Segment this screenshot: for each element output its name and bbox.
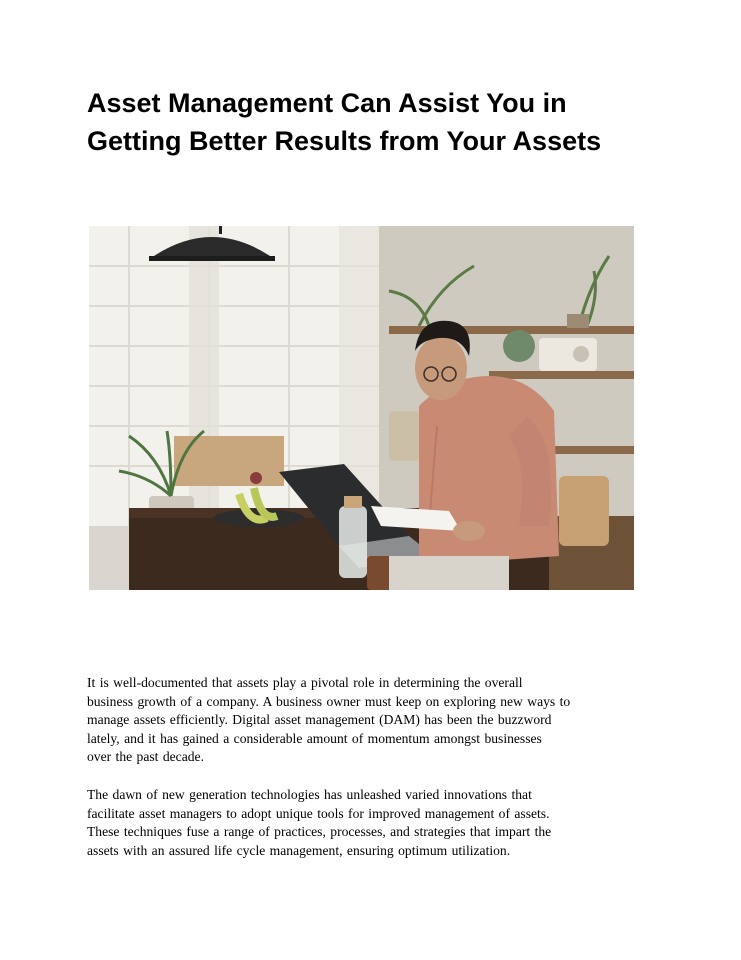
paragraph-line: over the past decade. [87, 749, 204, 764]
paragraph-line: business growth of a company. A business owner must keep on exploring new ways to [87, 693, 571, 709]
article-photo [89, 226, 634, 590]
body-paragraph [87, 786, 657, 860]
paragraph-line: lately, and it has gained a considerable amount of momentum amongst businesses [87, 730, 542, 746]
paragraph-line: manage assets efficiently. Digital asset management (DAM) has been the buzzword [87, 712, 552, 727]
title-line: Getting Better Results from Your Assets [87, 126, 602, 156]
article-title [87, 84, 687, 160]
paragraph-line: facilitate asset managers to adopt unique tools for improved management of assets. [87, 805, 550, 821]
paragraph-line: It is well-documented that assets play a pivotal role in determining the overall [87, 675, 523, 690]
paragraph-line: assets with an assured life cycle management, ensuring optimum utilization. [87, 842, 511, 858]
paragraph-line: These techniques fuse a range of practices, processes, and strategies that impart the [87, 824, 552, 839]
paragraph-line: The dawn of new generation technologies has unleashed varied innovations that [87, 787, 532, 802]
body-paragraph [87, 674, 657, 767]
title-line: Asset Management Can Assist You in [87, 88, 567, 118]
